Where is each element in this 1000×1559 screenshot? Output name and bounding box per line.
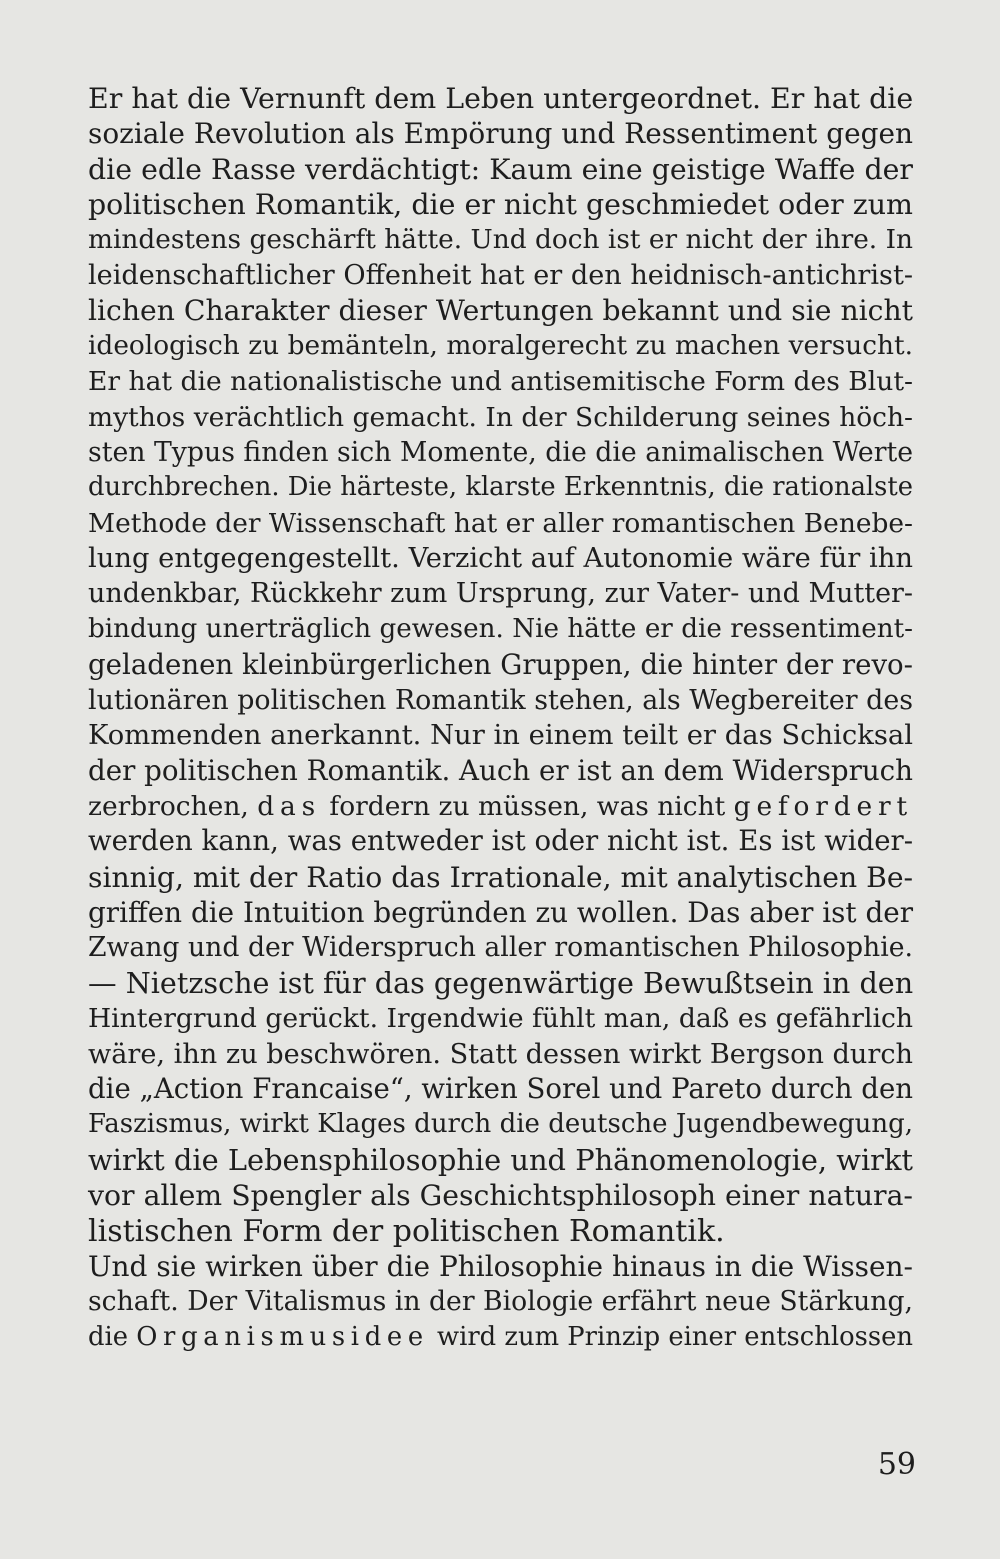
text-line: griffen die Intuition begründen zu wollen. Das aber ist der: [88, 895, 913, 929]
text-line: durchbrechen. Die härteste, klarste Erkenntnis, die rationalste: [88, 472, 913, 503]
text-line: — Nietzsche ist für das gegenwärtige Bewußtsein in den: [88, 965, 914, 1000]
text-line: mythos verächtlich gemacht. In der Schilderung seines höch-: [88, 401, 913, 433]
text-line: Hintergrund gerückt. Irgendwie fühlt man, daß es gefährlich: [88, 1003, 913, 1035]
spaced-emphasis: gefordert: [733, 790, 913, 822]
text-line: bindung unerträglich gewesen. Nie hätte er die ressentiment-: [88, 613, 913, 644]
text-line: schaft. Der Vitalismus in der Biologie erfährt neue Stärkung,: [88, 1286, 913, 1318]
text-line: Zwang und der Widerspruch aller romantischen Philosophie.: [88, 932, 913, 964]
text-line: wirkt die Lebensphilosophie und Phänomenologie, wirkt: [88, 1142, 913, 1177]
body-text: [88, 81, 913, 1355]
text-line: Kommenden anerkannt. Nur in einem teilt er das Schicksal: [88, 720, 913, 752]
text-line: die „Action Francaise“, wirken Sorel und Pareto durch den: [88, 1072, 913, 1105]
text-line: leidenschaftlicher Offenheit hat er den heidnisch-antichrist-: [88, 259, 913, 291]
text-line: soziale Revolution als Empörung und Ressentiment gegen: [88, 117, 913, 151]
text-line: sinnig, mit der Ratio das Irrationale, mit analytischen Be-: [88, 860, 914, 894]
text-line: mindestens geschärft hätte. Und doch ist er nicht der ihre. In: [88, 224, 913, 255]
text-line: vor allem Spengler als Geschichtsphilosoph einer natura-: [88, 1179, 913, 1213]
text-line: werden kann, was entweder ist oder nicht ist. Es ist wider-: [88, 825, 913, 858]
text-line: [88, 1320, 913, 1355]
text-line: politischen Romantik, die er nicht geschmiedet oder zum: [88, 188, 913, 222]
spaced-emphasis: das: [257, 790, 321, 822]
text-line: Und sie wirken über die Philosophie hinaus in die Wissen-: [88, 1249, 913, 1283]
text-line: wäre, ihn zu beschwören. Statt dessen wirkt Bergson durch: [88, 1038, 913, 1070]
text-line: Er hat die Vernunft dem Leben untergeordnet. Er hat die: [88, 82, 914, 115]
text-line: undenkbar, Rückkehr zum Ursprung, zur Vater- und Mutter-: [88, 578, 914, 610]
text-segment: wird zum Prinzip einer entschlossen: [428, 1321, 913, 1352]
text-line: lung entgegengestellt. Verzicht auf Autonomie wäre für ihn: [88, 543, 913, 575]
text-line: lichen Charakter dieser Wertungen bekannt und sie nicht: [88, 294, 913, 328]
text-line: Faszismus, wirkt Klages durch die deutsche Jugendbewegung,: [88, 1109, 913, 1140]
text-line: [88, 789, 913, 824]
text-line: Er hat die nationalistische und antisemitische Form des Blut-: [88, 366, 914, 398]
text-line: listischen Form der politischen Romantik.: [88, 1213, 725, 1249]
page-number: 59: [877, 1447, 916, 1482]
text-segment: fordern zu müssen, was nicht: [321, 790, 734, 822]
text-line: lutionären politischen Romantik stehen, als Wegbereiter des: [88, 684, 913, 716]
text-line: geladenen kleinbürgerlichen Gruppen, die hinter der revo-: [88, 648, 913, 682]
text-line: ideologisch zu bemänteln, moralgerecht zu machen versucht.: [88, 330, 913, 361]
text-line: die edle Rasse verdächtigt: Kaum eine geistige Waffe der: [88, 152, 913, 186]
spaced-emphasis: Organismusidee: [136, 1321, 429, 1352]
text-line: sten Typus finden sich Momente, die die animalischen Werte: [88, 436, 914, 468]
text-segment: die: [88, 1321, 137, 1352]
text-segment: zerbrochen,: [88, 790, 258, 822]
text-line: der politischen Romantik. Auch er ist an dem Widerspruch: [88, 754, 913, 788]
text-line: Methode der Wissenschaft hat er aller romantischen Benebe-: [88, 507, 913, 539]
